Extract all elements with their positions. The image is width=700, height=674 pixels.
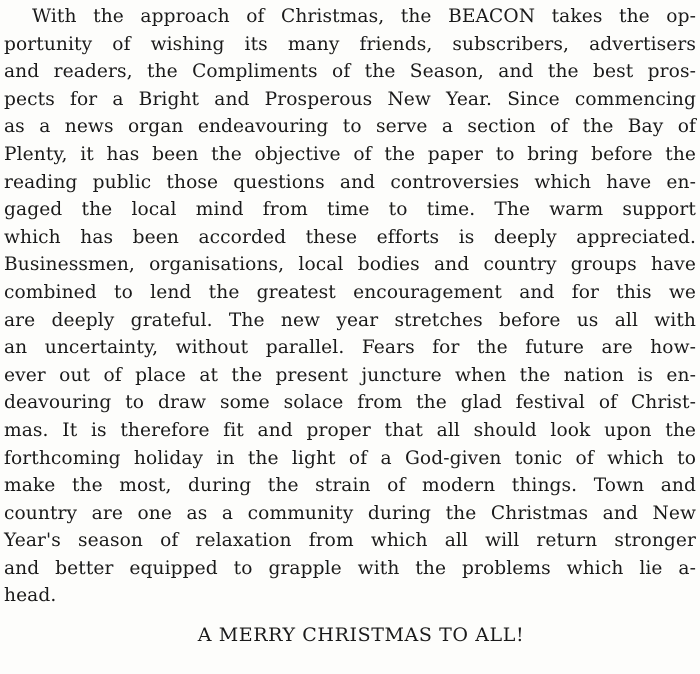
article-line: as a news organ endeavouring to serve a section of the Bay of — [4, 116, 696, 138]
article-line: deavouring to draw some solace from the glad festival of Christ- — [4, 392, 696, 414]
article-line: country are one as a community during the Christmas and New — [4, 502, 696, 524]
article-line: gaged the local mind from time to time. The warm support — [4, 199, 696, 221]
article-line: forthcoming holiday in the light of a God-given tonic of which to — [4, 447, 696, 469]
article-line: pects for a Bright and Prosperous New Year. Since commencing — [4, 88, 696, 110]
article-line: portunity of wishing its many friends, subscribers, advertisers — [4, 33, 696, 55]
article-line: and better equipped to grapple with the problems which lie a- — [4, 557, 696, 579]
article-line: reading public those questions and controversies which have en- — [4, 171, 696, 193]
article-line: combined to lend the greatest encouragement and for this we — [4, 281, 696, 303]
article-line: mas. It is therefore fit and proper that all should look upon the — [4, 419, 696, 441]
article-line: head. — [4, 585, 57, 607]
article-line: which has been accorded these efforts is deeply appreciated. — [4, 226, 696, 248]
article-line: Plenty, it has been the objective of the paper to bring before the — [4, 143, 696, 165]
article-line: Year's season of relaxation from which all will return stronger — [4, 530, 696, 552]
article-line: are deeply grateful. The new year stretches before us all with — [4, 309, 696, 331]
editorial-article — [4, 3, 696, 610]
article-line: and readers, the Compliments of the Season, and the best pros- — [4, 61, 696, 83]
article-line: an uncertainty, without parallel. Fears for the future are how- — [4, 337, 696, 359]
article-line: With the approach of Christmas, the BEACON takes the op- — [32, 6, 696, 27]
article-line: ever out of place at the present juncture when the nation is en- — [4, 364, 696, 386]
article-line: Businessmen, organisations, local bodies and country groups have — [4, 254, 696, 276]
closing-greeting: A MERRY CHRISTMAS TO ALL! — [197, 624, 525, 646]
article-line: make the most, during the strain of modern things. Town and — [4, 475, 696, 497]
